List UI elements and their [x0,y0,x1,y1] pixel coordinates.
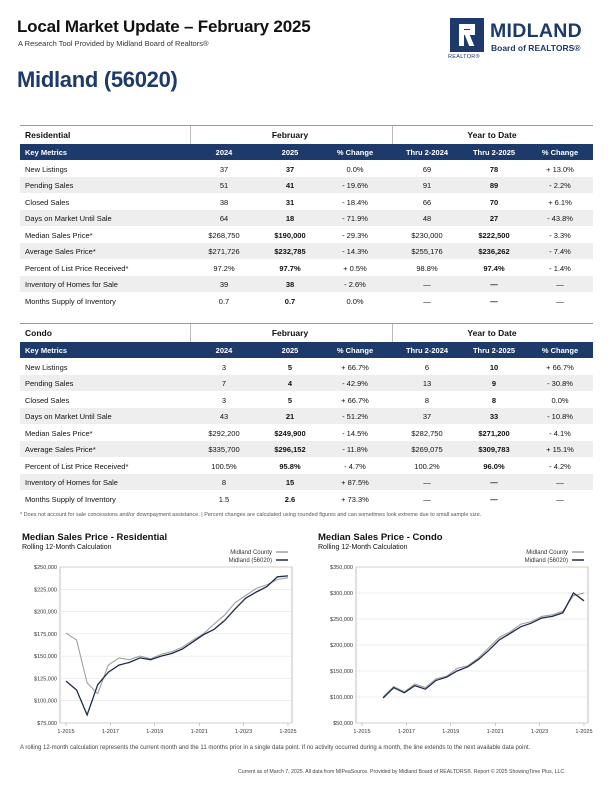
residential-group-feb: February [271,130,309,140]
legend-label: Midland (56020) [524,558,568,564]
residential-body [20,160,593,309]
chart-condo-subtitle: Rolling 12-Month Calculation [318,544,408,551]
table-cell: 5 [287,362,293,372]
residential-group-ytd: Year to Date [467,130,517,140]
table-cell: 97.4% [483,263,505,273]
x-tick-label: 1-2019 [442,729,460,735]
table-cell: 5 [287,395,293,405]
table-cell: 48 [422,214,432,223]
table-cell: — [556,478,564,487]
table-row [20,276,593,293]
chart-residential [20,545,298,745]
residential-col-header: % Change [541,148,579,157]
table-cell: + 73.3% [341,494,369,504]
table-cell: 15 [285,478,295,487]
metric-label: New Listings [25,164,68,174]
residential-col-header: 2025 [281,148,299,157]
x-tick-label: 1-2021 [190,729,208,735]
table-cell: - 71.9% [342,214,368,223]
x-tick-label: 1-2019 [146,729,164,735]
table-cell: 37 [219,164,229,174]
metric-label: Average Sales Price* [25,445,96,454]
table-cell: 0.0% [551,395,569,405]
table-cell: 69 [422,164,432,174]
table-cell: + 0.5% [343,263,367,273]
y-tick-label: $100,000 [34,698,57,705]
y-tick-label: $225,000 [34,587,57,594]
table-cell: + 87.5% [341,478,369,487]
table-cell: - 19.6% [342,181,368,190]
residential-section-label: Residential [25,130,71,140]
table-cell: $296,152 [274,445,306,454]
y-tick-label: $50,000 [333,721,353,727]
table-cell: 43 [219,412,229,421]
table-cell: 97.2% [213,263,235,273]
condo-col-header: % Change [336,346,374,355]
x-tick-label: 1-2025 [279,729,297,735]
table-cell: 41 [285,181,295,190]
y-tick-label: $175,000 [34,631,57,638]
condo-col-header: % Change [541,346,579,355]
chart-residential-subtitle: Rolling 12-Month Calculation [22,544,112,551]
y-tick-label: $150,000 [34,654,57,661]
table-row [20,160,593,177]
table-cell: $268,750 [208,230,240,240]
metric-label: New Listings [25,362,68,372]
residential-col-header: Thru 2-2024 [405,148,449,157]
table-cell: - 43.8% [547,214,573,223]
metric-label: Inventory of Homes for Sale [25,478,118,487]
table-cell: - 7.4% [549,247,571,256]
table-cell: - 1.4% [549,263,571,273]
table-cell: $232,785 [274,247,306,256]
y-tick-label: $250,000 [330,617,353,623]
table-cell: $269,075 [411,445,443,454]
logo-board: Board of REALTORS® [491,43,581,53]
y-tick-label: $200,000 [330,643,353,649]
table-cell: 98.8% [416,263,438,273]
metric-label: Median Sales Price* [25,428,93,438]
table-row [20,490,593,507]
table-cell: 100.5% [211,461,237,471]
condo-col-header: Thru 2-2025 [472,346,516,355]
table-cell: 37 [285,164,295,174]
residential-col-header: % Change [336,148,374,157]
condo-col-header: 2024 [215,346,233,355]
table-cell: — [490,478,498,487]
table-cell: — [556,296,564,306]
x-tick-label: 1-2025 [575,729,593,735]
table-cell: $255,176 [411,247,443,256]
plot-frame [60,567,292,723]
table-cell: 31 [285,197,295,207]
metric-label: Median Sales Price* [25,230,93,240]
table-row [20,358,593,375]
metric-label: Months Supply of Inventory [25,494,116,504]
table-cell: $282,750 [411,428,443,438]
table-cell: 13 [422,379,432,388]
condo-section-label: Condo [25,328,52,338]
condo-header-row [20,342,593,358]
residential-group-row [20,125,593,144]
x-tick-label: 1-2015 [57,729,75,735]
table-cell: 33 [489,412,499,421]
table-cell: — [423,280,431,289]
table-cell: 0.0% [346,164,364,174]
table-row [20,226,593,243]
table-row [20,441,593,458]
table-cell: - 29.3% [342,230,368,240]
credit-line: Current as of March 7, 2025. All data from MIPeaSource. Provided by Midland Board of REALTORS®. Report © 2025 ShowingTime Plus, LLC. [238,769,566,775]
table-cell: 51 [219,181,229,190]
table-cell: - 2.2% [549,181,571,190]
table-cell: $271,200 [478,428,510,438]
condo-col-header: Thru 2-2024 [405,346,449,355]
table-cell: — [490,296,498,306]
condo-col-header: 2025 [281,346,299,355]
table-cell: - 3.3% [549,230,571,240]
table-cell: — [556,280,564,289]
table-row [20,292,593,309]
table-cell: — [423,478,431,487]
condo-col-header: Key Metrics [25,346,68,355]
y-tick-label: $300,000 [330,591,353,597]
y-tick-label: $100,000 [330,695,353,701]
table-cell: $236,262 [478,247,510,256]
table-cell: 38 [219,197,229,207]
table-cell: - 51.2% [342,412,368,421]
table-cell: 2.6 [284,494,296,504]
metric-label: Average Sales Price* [25,247,96,256]
chart-condo-title: Median Sales Price - Condo [318,532,443,543]
table-row [20,243,593,260]
table-cell: + 13.0% [546,164,574,174]
report-title: Local Market Update – February 2025 [17,17,311,36]
table-cell: + 6.1% [548,197,572,207]
table-cell: 8 [491,395,497,405]
table-cell: + 66.7% [341,395,369,405]
table-cell: 3 [221,362,227,372]
table-cell: — [423,296,431,306]
realtor-logo-icon [450,18,484,52]
table-cell: 8 [221,478,227,487]
table-cell: 4 [287,379,293,388]
table-cell: $292,200 [208,428,240,438]
table-cell: 70 [489,197,499,207]
legend-label: Midland County [230,550,272,556]
y-tick-label: $75,000 [37,721,57,727]
table-cell: $190,000 [274,230,306,240]
condo-body [20,358,593,507]
table-cell: - 42.9% [342,379,368,388]
realtor-mark: REALTOR® [448,54,480,60]
rolling-note: A rolling 12-month calculation represents the current month and the 11 months prior in a single data point. If no activity occurred during a month, the line extends to the next available data point. [20,745,531,751]
table-row [20,210,593,227]
chart-residential-title: Median Sales Price - Residential [22,532,168,543]
x-tick-label: 1-2017 [101,729,119,735]
footnote: * Does not account for sale concessions and/or downpayment assistance. | Percent changes are calculated using rounded figures and can sometimes look extreme due to small sample size. [20,512,482,518]
y-tick-label: $250,000 [34,565,57,571]
residential-col-header: Thru 2-2025 [472,148,516,157]
table-cell: 91 [422,181,432,190]
table-cell: 1.5 [218,494,230,504]
table-cell: 37 [422,412,432,421]
table-cell: $335,700 [208,445,240,454]
table-cell: — [556,494,564,504]
table-cell: $230,000 [411,230,443,240]
metric-label: Days on Market Until Sale [25,412,112,421]
y-tick-label: $125,000 [34,676,57,683]
table-cell: 18 [285,214,295,223]
table-cell: 10 [489,362,499,372]
table-cell: 66 [422,197,432,207]
table-cell: — [490,494,498,504]
table-row [20,375,593,392]
legend-label: Midland County [526,550,568,556]
table-cell: 7 [221,379,227,388]
residential-header-row [20,144,593,160]
table-cell: 21 [285,412,295,421]
metric-label: Inventory of Homes for Sale [25,280,118,289]
table-cell: — [490,280,498,289]
logo-name: MIDLAND [490,20,583,42]
table-cell: - 14.3% [342,247,368,256]
table-cell: + 15.1% [546,445,574,454]
condo-group-ytd: Year to Date [467,328,517,338]
table-row [20,259,593,276]
metric-label: Percent of List Price Received* [25,461,129,471]
table-row [20,408,593,425]
table-cell: - 2.6% [344,280,366,289]
table-row [20,391,593,408]
metric-label: Closed Sales [25,197,70,207]
residential-table [20,125,593,309]
table-cell: — [423,494,431,504]
metric-label: Days on Market Until Sale [25,214,112,223]
condo-table [20,323,593,507]
table-cell: - 14.5% [342,428,368,438]
table-cell: 6 [424,362,430,372]
table-cell: 39 [219,280,229,289]
metric-label: Pending Sales [25,379,74,388]
table-cell: - 4.7% [344,461,366,471]
table-cell: $222,500 [478,230,510,240]
table-cell: - 4.1% [549,428,571,438]
table-cell: $309,783 [478,445,510,454]
residential-col-header: 2024 [215,148,233,157]
table-row [20,177,593,194]
table-row [20,424,593,441]
x-tick-label: 1-2023 [531,729,549,735]
x-tick-label: 1-2023 [235,729,253,735]
table-cell: $271,726 [208,247,240,256]
y-tick-label: $150,000 [330,669,353,675]
table-cell: 89 [489,181,499,190]
x-tick-label: 1-2021 [486,729,504,735]
table-cell: 100.2% [414,461,440,471]
table-cell: - 4.2% [549,461,571,471]
table-cell: 3 [221,395,227,405]
chart-condo [316,545,594,745]
table-cell: 8 [424,395,430,405]
table-cell: 97.7% [279,263,301,273]
table-cell: 0.7 [284,296,296,306]
report-subtitle: A Research Tool Provided by Midland Board of Realtors® [18,39,209,48]
table-cell: 9 [491,379,497,388]
table-cell: + 66.7% [341,362,369,372]
table-cell: + 66.7% [546,362,574,372]
table-cell: - 30.8% [547,379,573,388]
legend-label: Midland (56020) [228,558,272,564]
table-cell: $249,900 [274,428,306,438]
table-cell: 78 [489,164,499,174]
metric-label: Pending Sales [25,181,74,190]
metric-label: Percent of List Price Received* [25,263,129,273]
table-cell: 0.0% [346,296,364,306]
residential-col-header: Key Metrics [25,148,68,157]
table-cell: 27 [489,214,499,223]
table-row [20,474,593,491]
table-cell: 0.7 [218,296,230,306]
table-cell: 96.0% [483,461,505,471]
y-tick-label: $350,000 [330,565,353,571]
metric-label: Closed Sales [25,395,70,405]
x-tick-label: 1-2015 [353,729,371,735]
table-cell: 95.8% [279,461,301,471]
table-cell: 64 [219,214,229,223]
x-tick-label: 1-2017 [397,729,415,735]
table-cell: 38 [285,280,295,289]
table-cell: - 18.4% [342,197,368,207]
page-title: Midland (56020) [17,67,178,92]
condo-group-row [20,323,593,342]
metric-label: Months Supply of Inventory [25,296,116,306]
table-row [20,457,593,474]
table-row [20,193,593,210]
condo-group-feb: February [271,328,309,338]
y-tick-label: $200,000 [34,609,57,616]
table-cell: - 10.8% [547,412,573,421]
table-cell: - 11.8% [342,445,368,454]
